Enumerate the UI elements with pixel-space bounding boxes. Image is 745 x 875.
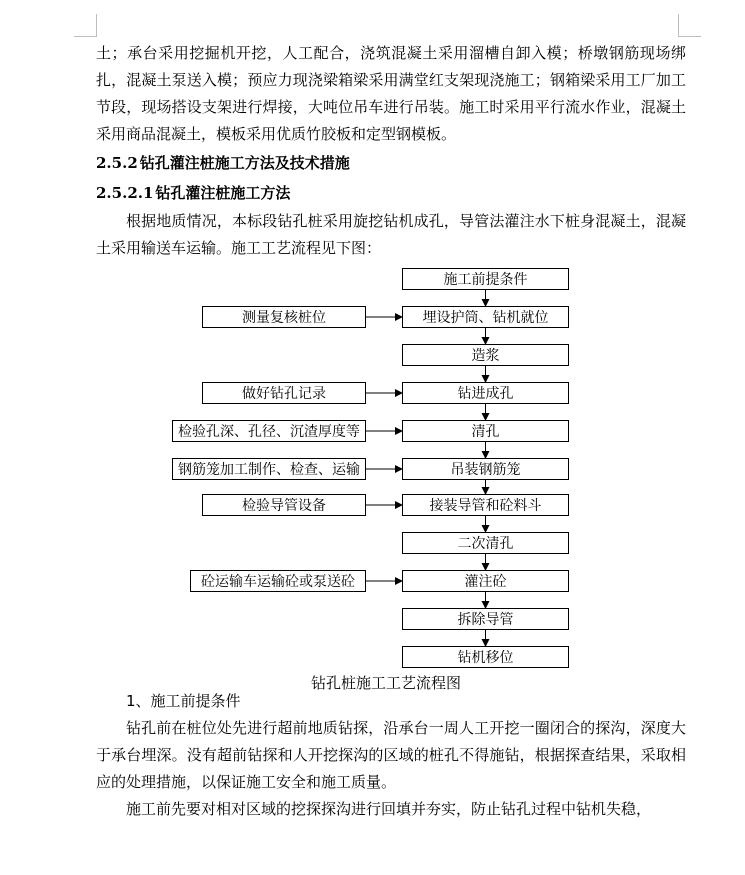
item-heading-prerequisites: 1、施工前提条件	[126, 692, 241, 710]
intro-paragraph: 土；承台采用挖掘机开挖，人工配合，浇筑混凝土采用溜槽自卸入模；桥墩钢筋现场绑扎，混凝土泵送入模；预应力现浇梁箱梁采用满堂红支架现浇施工；钢箱梁采用工厂加工节段，现场搭设支架进行焊接，大吨位吊车进行吊装。施工时采用平行流水作业，混凝土采用商品混凝土，模板采用优质竹胶板和定型钢模板。	[96, 44, 686, 143]
prerequisite-paragraph-2: 施工前先要对相对区域的挖探探沟进行回填并夯实，防止钻孔过程中钻机失稳，	[126, 800, 652, 818]
flow-step-drilling: 钻进成孔	[402, 382, 569, 404]
flow-step-slurry: 造浆	[402, 344, 569, 366]
flow-step-pour-concrete: 灌注砼	[402, 570, 569, 592]
section-heading-2-5-2-1	[96, 178, 686, 208]
flow-step-rebar-cage: 吊装钢筋笼	[402, 458, 569, 480]
flow-input-drill-record: 做好钻孔记录	[202, 382, 366, 404]
section-heading-2-5-2	[96, 148, 686, 178]
flow-step-tremie-hopper: 接装导管和砼料斗	[402, 494, 569, 516]
process-flowchart	[96, 268, 686, 692]
flow-step-cleaning: 清孔	[402, 420, 569, 442]
prerequisite-paragraph-1: 钻孔前在桩位处先进行超前地质钻探，沿承台一周人工开挖一圈闭合的探沟，深度大于承台埋深。没有超前钻探和人开挖探沟的区域的桩孔不得施钻，根据探查结果，采取相应的处理措施，以保证施工安全和施工质量。	[96, 719, 686, 791]
section-number: 2.5.2	[96, 154, 138, 172]
flow-input-hole-inspection: 检验孔深、孔径、沉渣厚度等	[172, 420, 366, 442]
flow-step-move-rig: 钻机移位	[402, 646, 569, 668]
flow-input-tremie-check: 检验导管设备	[202, 494, 366, 516]
document-page	[96, 40, 686, 823]
flow-input-survey: 测量复核桩位	[202, 306, 366, 328]
flow-step-prerequisites: 施工前提条件	[402, 268, 569, 290]
flow-input-concrete-transport: 砼运输车运输砼或泵送砼	[190, 570, 366, 592]
flow-step-remove-tremie: 拆除导管	[402, 608, 569, 630]
subsection-title: 钻孔灌注桩施工方法	[155, 184, 291, 202]
flowchart-caption: 钻孔桩施工工艺流程图	[310, 674, 461, 692]
page-corner-mark-left	[74, 14, 97, 37]
section-title: 钻孔灌注桩施工方法及技术措施	[139, 154, 350, 172]
page-corner-mark-right	[678, 14, 701, 37]
flow-step-second-cleaning: 二次清孔	[402, 532, 569, 554]
flow-step-casing-and-rig: 埋设护筒、钻机就位	[402, 306, 569, 328]
subsection-number: 2.5.2.1	[96, 184, 154, 202]
flow-input-cage-fabrication: 钢筋笼加工制作、检查、运输	[172, 458, 366, 480]
method-paragraph: 根据地质情况，本标段钻孔桩采用旋挖钻机成孔，导管法灌注水下桩身混凝土，混凝土采用输送车运输。施工工艺流程见下图：	[96, 212, 686, 257]
